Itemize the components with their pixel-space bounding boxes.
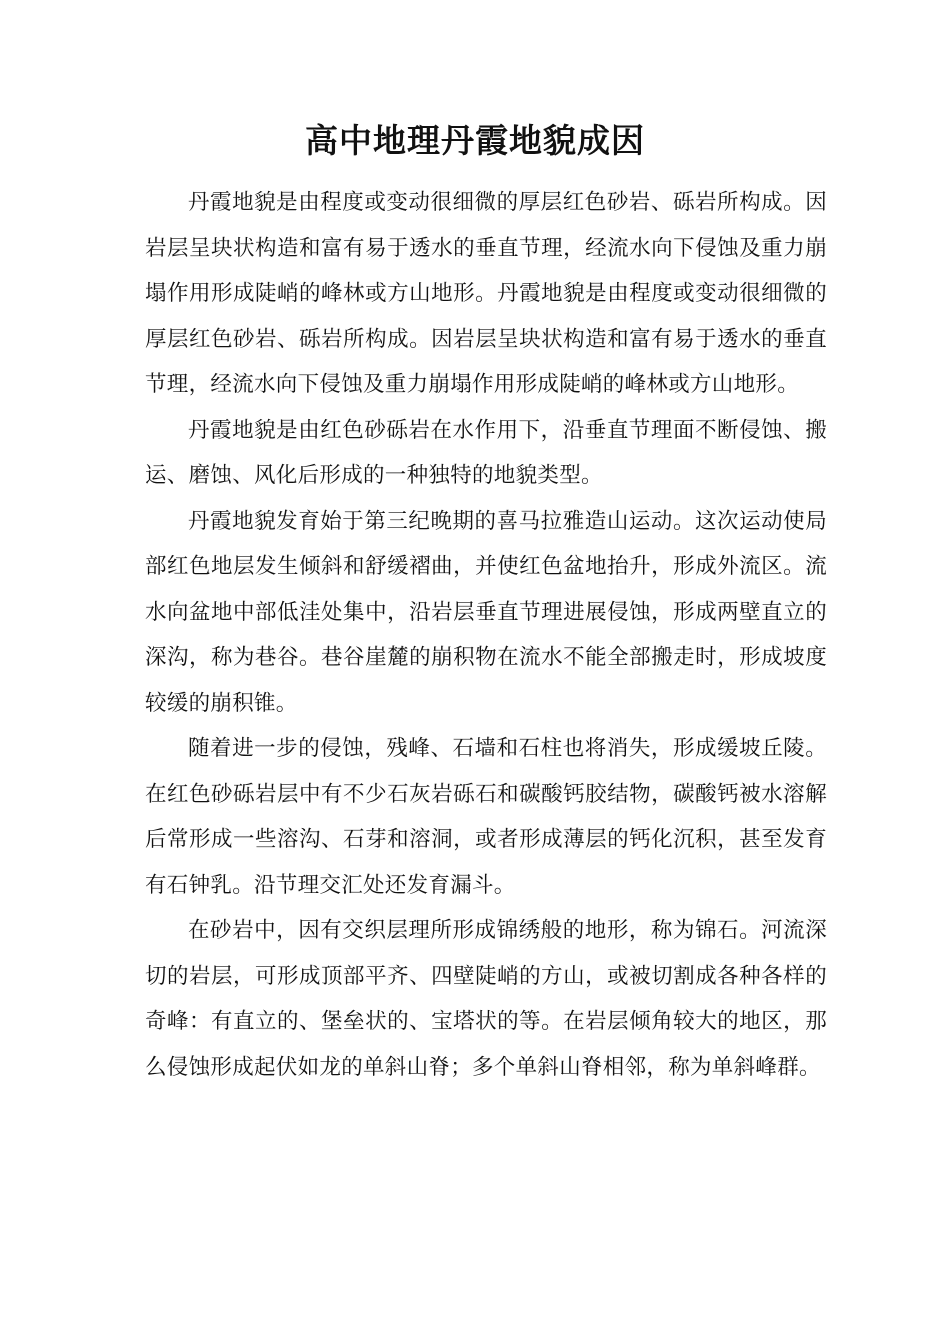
paragraph-3: 丹霞地貌发育始于第三纪晚期的喜马拉雅造山运动。这次运动使局部红色地层发生倾斜和舒缓褶曲，并使红色盆地抬升，形成外流区。流水向盆地中部低洼处集中，沿岩层垂直节理进展侵蚀，形成两壁直立的深沟，称为巷谷。巷谷崖麓的崩积物在流水不能全部搬走时，形成坡度较缓的崩积锥。 <box>145 508 827 716</box>
paragraph-1: 丹霞地貌是由程度或变动很细微的厚层红色砂岩、砾岩所构成。因岩层呈块状构造和富有易于透水的垂直节理，经流水向下侵蚀及重力崩塌作用形成陡峭的峰林或方山地形。丹霞地貌是由程度或变动很细微的厚层红色砂岩、砾岩所构成。因岩层呈块状构造和富有易于透水的垂直节理，经流水向下侵蚀及重力崩塌作用形成陡峭的峰林或方山地形。 <box>145 190 827 397</box>
document-body <box>145 180 827 1090</box>
paragraph-2: 丹霞地貌是由红色砂砾岩在水作用下，沿垂直节理面不断侵蚀、搬运、磨蚀、风化后形成的一种独特的地貌类型。 <box>145 417 827 488</box>
document-title: 高中地理丹霞地貌成因 <box>305 121 645 160</box>
paragraph-4: 随着进一步的侵蚀，残峰、石墙和石柱也将消失，形成缓坡丘陵。在红色砂砾岩层中有不少石灰岩砾石和碳酸钙胶结物，碳酸钙被水溶解后常形成一些溶沟、石芽和溶洞，或者形成薄层的钙化沉积，甚至发育有石钟乳。沿节理交汇处还发育漏斗。 <box>145 736 827 898</box>
paragraph-5: 在砂岩中，因有交织层理所形成锦绣般的地形，称为锦石。河流深切的岩层，可形成顶部平齐、四壁陡峭的方山，或被切割成各种各样的奇峰：有直立的、堡垒状的、宝塔状的等。在岩层倾角较大的地区，那么侵蚀形成起伏如龙的单斜山脊；多个单斜山脊相邻，称为单斜峰群。 <box>145 918 827 1080</box>
